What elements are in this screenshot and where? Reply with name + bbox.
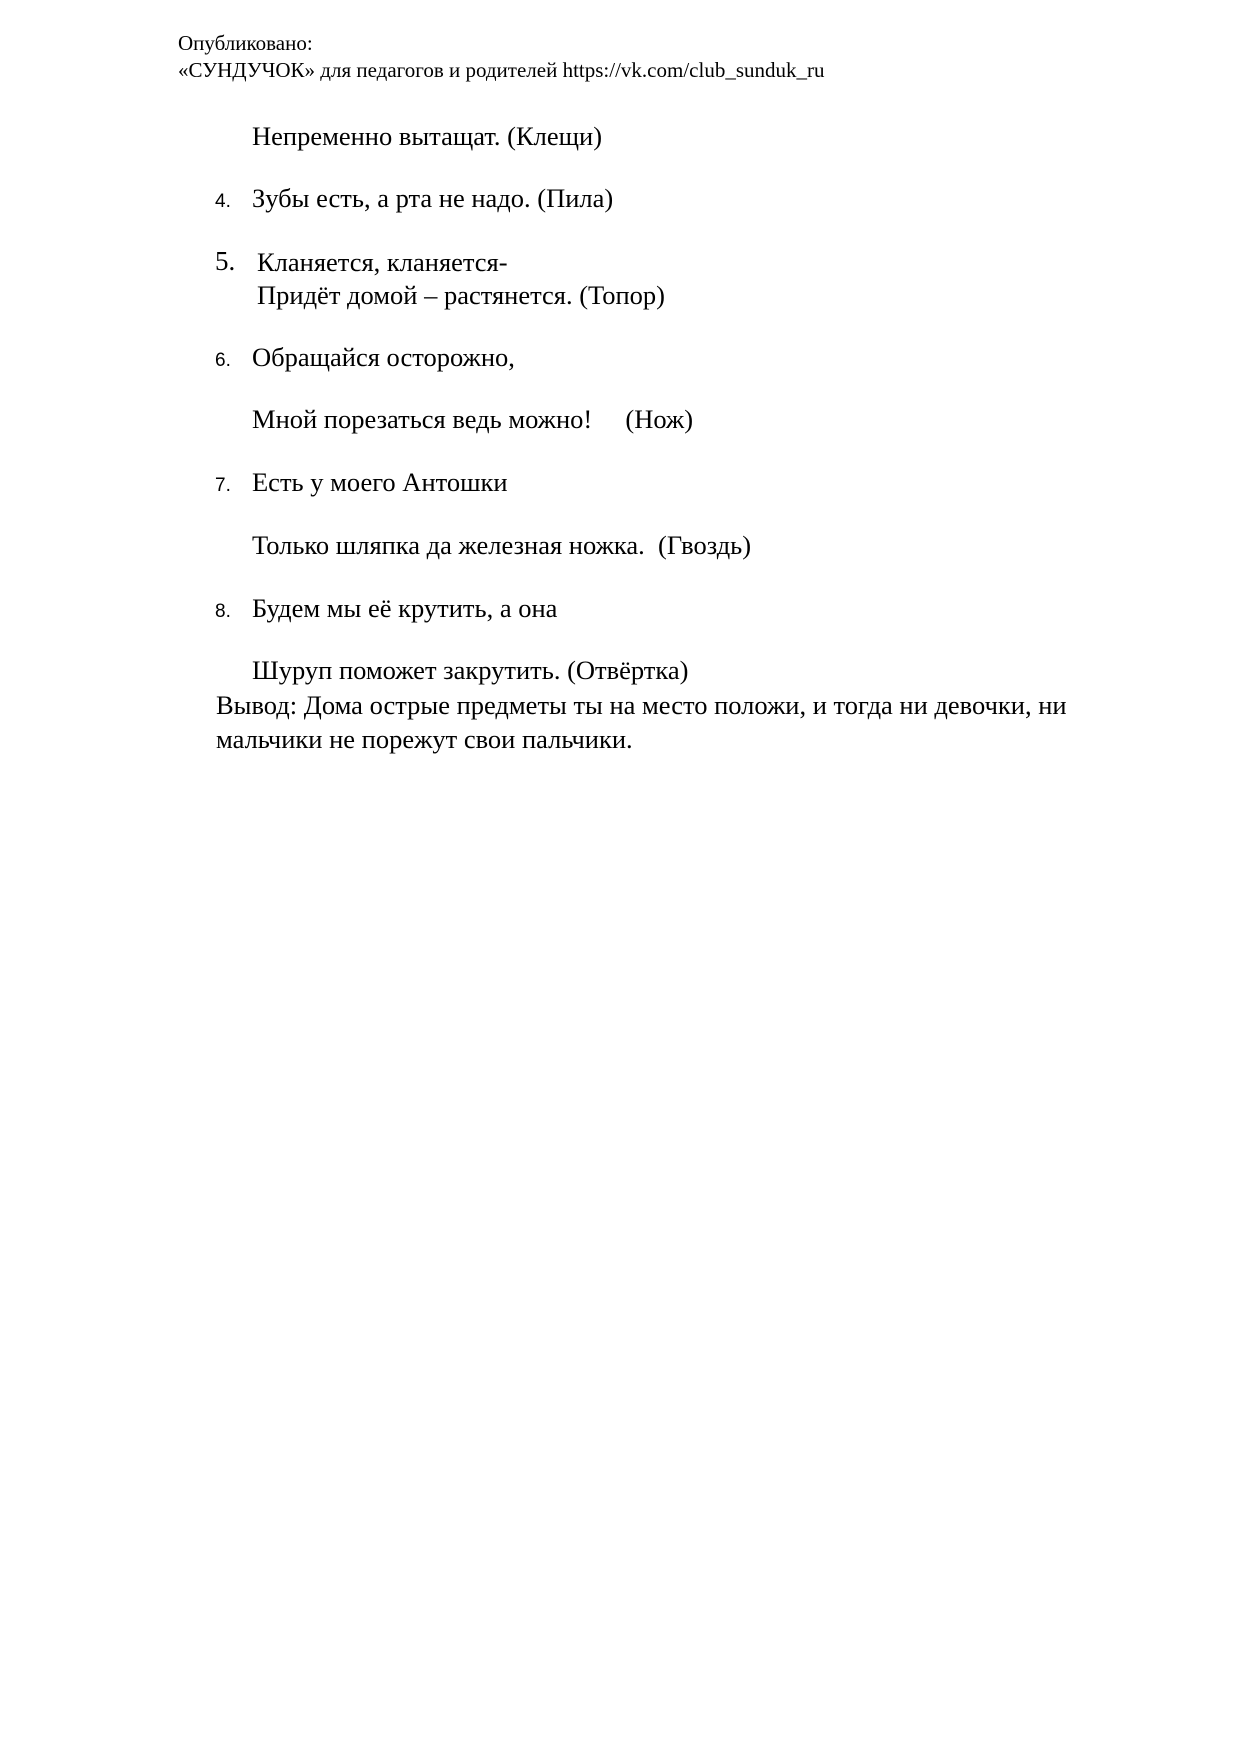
riddle-5-line-1: Кланяется, кланяется- bbox=[257, 247, 508, 277]
publication-header bbox=[178, 30, 825, 84]
riddle-7-line-1: Есть у моего Антошки bbox=[252, 467, 508, 497]
riddle-4-number: 4. bbox=[215, 191, 231, 212]
header-published-label: Опубликовано: bbox=[178, 31, 313, 55]
conclusion-paragraph bbox=[216, 688, 1186, 756]
header-source-line: «СУНДУЧОК» для педагогов и родителей https://vk.com/club_sunduk_ru bbox=[178, 58, 825, 82]
riddle-3-line-2: Непременно вытащат. (Клещи) bbox=[252, 121, 603, 151]
riddle-7-line-2: Только шляпка да железная ножка. (Гвоздь) bbox=[252, 530, 752, 560]
riddle-8-number: 8. bbox=[215, 601, 231, 622]
riddle-5-line-2: Придёт домой – растянется. (Топор) bbox=[257, 280, 665, 310]
conclusion-line-1: Вывод: Дома острые предметы ты на место положи, и тогда ни девочки, ни bbox=[216, 690, 1067, 720]
riddle-8-line-1: Будем мы её крутить, а она bbox=[252, 593, 558, 623]
riddle-8-line-2: Шуруп поможет закрутить. (Отвёртка) bbox=[252, 655, 689, 685]
riddle-7-number: 7. bbox=[215, 475, 231, 496]
conclusion-line-2: мальчики не порежут свои пальчики. bbox=[216, 724, 633, 754]
riddle-5-number: 5. bbox=[215, 246, 236, 276]
riddle-6-number: 6. bbox=[215, 350, 231, 371]
riddle-4-line-1: Зубы есть, а рта не надо. (Пила) bbox=[252, 183, 614, 213]
riddle-6-line-2: Мной порезаться ведь можно! (Нож) bbox=[252, 404, 694, 434]
riddle-6-line-1: Обращайся осторожно, bbox=[252, 342, 515, 372]
